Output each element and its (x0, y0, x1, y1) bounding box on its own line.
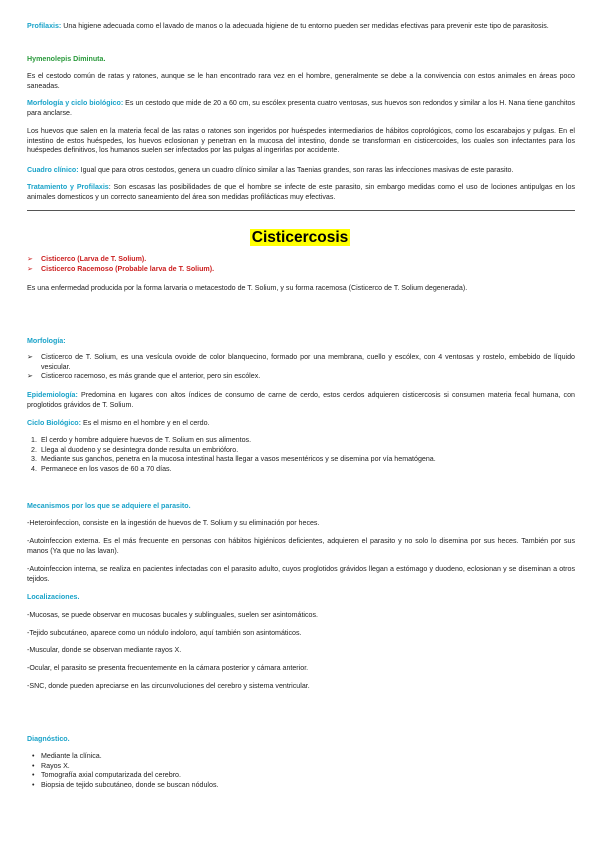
bullet-icon: • (32, 780, 35, 789)
cuadro-clinico-paragraph (27, 166, 575, 176)
profilaxis-label: Profilaxis: (27, 22, 62, 30)
cisticercosis-intro: Es una enfermedad producida por la forma larvaria o metacestodo de T. Solium, y su forma racemosa (Cisticerco de T. Solium degenerada). (27, 284, 468, 292)
list-item: ➢ Cisticerco de T. Solium, es una vesícula ovoide de color blanquecino, formado por una membrana, cuello y escólex, con 4 ventosas y rostelo, embebido de líquido vesicular. (27, 353, 575, 371)
profilaxis-paragraph (27, 22, 575, 32)
arrow-bullet-icon: ➢ (27, 353, 33, 361)
cisticercosis-title: Cisticercosis (251, 229, 349, 246)
list-item: 2. Llega al duodeno y se desintegra donde resulta un embrióforo. (31, 445, 239, 454)
diagnostico-list (27, 752, 575, 790)
bullet-icon: • (32, 761, 35, 770)
localizacion-item: -Tejido subcutáneo, aparece como un nódulo indoloro, aquí también son asintomáticos. (27, 629, 302, 637)
epidemiologia-label: Epidemiología: (27, 391, 78, 399)
localizaciones-heading: Localizaciones. (27, 593, 80, 601)
diagnostico-heading: Diagnóstico. (27, 735, 70, 743)
mecanismo-item: -Autoinfeccion interna, se realiza en pacientes infectadas con el parasito adulto, cuyos proglotidos grávidos llegan a estómago y duodeno, eclosionan y se diseminan a otros tejidos. (27, 565, 575, 583)
list-item: ➢ Cisticerco (Larva de T. Solium). (27, 255, 147, 263)
bullet-icon: • (32, 771, 35, 780)
ciclo-paragraph (27, 419, 575, 429)
mecanismo-item: -Autoinfeccion externa. Es el más frecuente en personas con hábitos higiénicos deficientes, adquieren el parasito y no solo lo disemina por sus heces. También por sus manos (Ya que no las lavan). (27, 537, 575, 555)
epidemiologia-text: Predomina en lugares con altos índices de consumo de carne de cerdo, estos cerdos adquieren cisticercosis si consumen materia fecal humana, con proglotidos grávidos de T. Solium. (27, 391, 575, 409)
cisticerco-types-list (27, 255, 575, 274)
tratamiento-paragraph (27, 183, 575, 202)
list-item: 3. Mediante sus ganchos, penetra en la mucosa intestinal hasta llegar a vasos mesentéricos y se disemina por vía hematógena. (31, 455, 436, 464)
localizacion-item: -Ocular, el parasito se presenta frecuentemente en la cámara posterior y cámara anterior. (27, 664, 309, 672)
list-item: • Biopsia de tejido subcutáneo, donde se buscan nódulos. (32, 780, 219, 789)
morfologia-heading: Morfología: (27, 337, 66, 345)
cisticercosis-title-wrap (0, 228, 600, 248)
hymenolepis-title: Hymenolepis Diminuta. (27, 55, 106, 63)
section-divider (27, 210, 575, 211)
morfologia-list (27, 353, 575, 382)
huevos-paragraph: Los huevos que salen en la materia fecal de las ratas o ratones son ingeridos por huéspedes intermediarios de hábitos coprológicos, como los escarabajos y pulgas. En el intestino de estos huéspedes, los huevos eclosionan y penetran en la mucosa del intestino, donde se transforman en cisticercoides, los cuales son infectantes para los huéspedes definitivos, los humanos suelen ser infectados por las pulgas al ingerirlas por accidente. (27, 127, 575, 155)
tratamiento-text: : Son escasas las posibilidades de que el hombre se infecte de este parasito, sin embargo medidas como el uso de lociones antipulgas en los animales domesticos y un correcto saneamiento del área son medidas profilácticas muy efectivas. (27, 183, 575, 201)
ciclo-steps-list (27, 436, 575, 474)
mecanismo-item: -Heteroinfeccion, consiste en la ingestión de huevos de T. Solium y su eliminación por heces. (27, 519, 320, 527)
mecanismos-heading: Mecanismos por los que se adquiere el parasito. (27, 502, 191, 510)
list-item: ➢ Cisticerco racemoso, es más grande que el anterior, pero sin escólex. (27, 372, 261, 381)
morfologia-ciclo-paragraph (27, 99, 575, 118)
localizacion-item: -Muscular, donde se observan mediante rayos X. (27, 646, 182, 654)
bullet-icon: • (32, 752, 35, 760)
ciclo-text: Es el mismo en el hombre y en el cerdo. (81, 419, 210, 427)
hymenolepis-intro: Es el cestodo común de ratas y ratones, aunque se le han encontrado rara vez en el hombre, generalmente se debe a la convivencia con estos animales en áreas poco saneadas. (27, 72, 575, 90)
ciclo-label: Ciclo Biológico: (27, 419, 81, 427)
cuadro-clinico-label: Cuadro clínico: (27, 166, 79, 174)
epidemiologia-paragraph (27, 391, 575, 410)
morfologia-ciclo-text: Es un cestodo que mide de 20 a 60 cm, su escólex presenta cuatro ventosas, sus huevos son redondos y similar a los H. Nana tiene ganchitos para anclarse. (27, 99, 575, 117)
arrow-bullet-icon: ➢ (27, 255, 33, 263)
list-item: • Mediante la clínica. (32, 752, 102, 760)
list-item: 1. El cerdo y hombre adquiere huevos de T. Solium en sus alimentos. (31, 436, 252, 444)
localizacion-item: -SNC, donde pueden apreciarse en las circunvoluciones del cerebro y sistema ventricular. (27, 682, 310, 690)
morfologia-ciclo-label: Morfología y ciclo biológico: (27, 99, 124, 107)
cuadro-clinico-text: Igual que para otros cestodos, genera un cuadro clínico similar a las Taenias grandes, son raras las infecciones masivas de este parasito. (78, 166, 514, 174)
list-item: ➢ Cisticerco Racemoso (Probable larva de T. Solium). (27, 264, 215, 273)
profilaxis-text: Una higiene adecuada como el lavado de manos o la adecuada higiene de tu entorno pueden ser medidas efectivas para prevenir este tipo de parasitosis. (61, 22, 549, 30)
localizacion-item: -Mucosas, se puede observar en mucosas bucales y sublinguales, suelen ser asintomáticos. (27, 611, 318, 619)
arrow-bullet-icon: ➢ (27, 264, 33, 273)
tratamiento-label: Tratamiento y Profilaxis (27, 183, 109, 191)
list-item: 4. Permanece en los vasos de 60 a 70 días. (31, 464, 172, 473)
list-item: • Tomografía axial computarizada del cerebro. (32, 771, 181, 780)
arrow-bullet-icon: ➢ (27, 372, 33, 381)
list-item: • Rayos X. (32, 761, 70, 770)
